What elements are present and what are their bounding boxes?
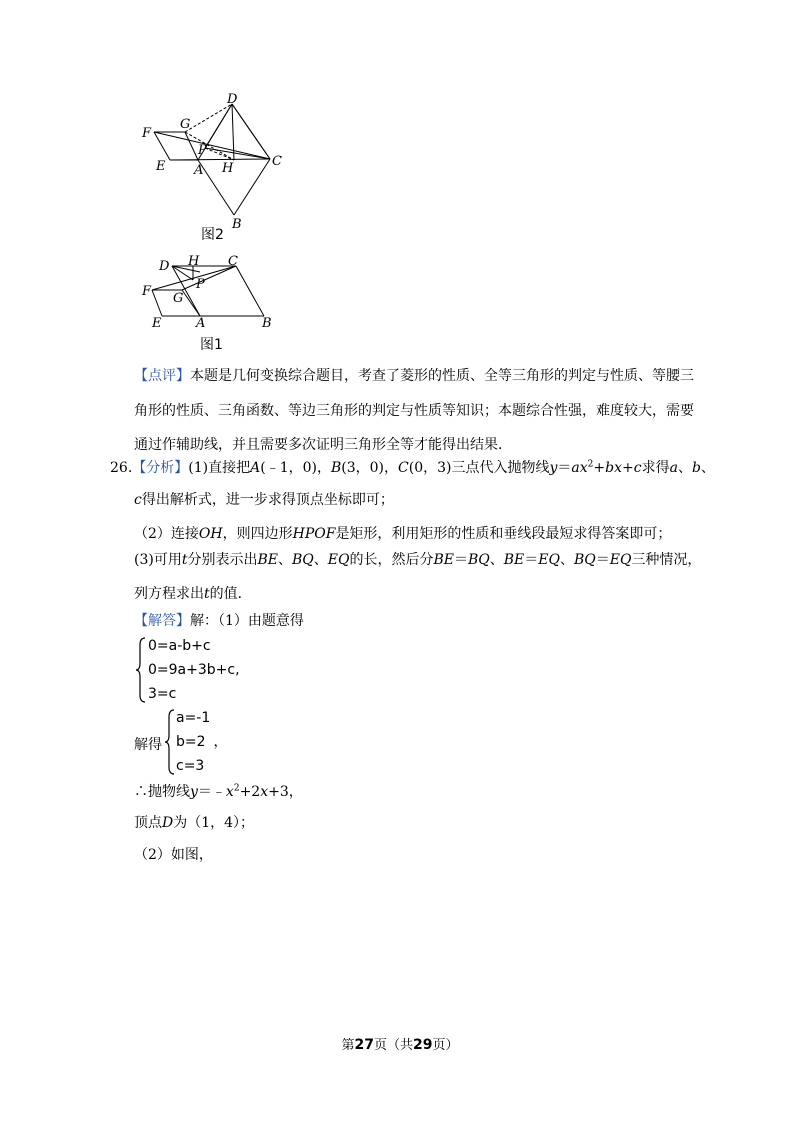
fig2-label-c: C	[272, 154, 282, 169]
fig1-label-a: A	[196, 316, 206, 331]
fig2-label-g: G	[180, 117, 191, 132]
figure-1-caption: 图1	[200, 337, 223, 353]
fig2-label-b: B	[232, 217, 242, 232]
fig1-label-f: F	[142, 284, 152, 299]
answer-line-1: 【解答】解：（1）由题意得	[134, 613, 304, 629]
figure-1	[138, 252, 288, 362]
fig1-label-g: G	[173, 291, 184, 306]
part2-line: （2）如图，	[134, 847, 213, 863]
vertex-line: 顶点D为（1，4）；	[134, 815, 255, 831]
fig1-label-e: E	[152, 316, 162, 331]
fig1-label-c: C	[228, 254, 238, 269]
system2-row-3: c=3	[176, 758, 205, 774]
q26-line-4: (3)可用t分别表示出BE、BQ、EQ的长，然后分BE＝BQ、BE＝EQ、BQ＝EQ三种情况，	[134, 552, 702, 568]
system2-row-2: b=2 ，	[176, 734, 228, 750]
system1-row-3: 3=c	[148, 686, 177, 702]
q26-line-5: 列方程求出t的值．	[134, 586, 252, 602]
fig2-label-h: H	[222, 161, 234, 176]
system2-row-1: a=-1	[176, 710, 211, 726]
review-line-3: 通过作辅助线，并且需要多次证明三角形全等才能得出结果．	[134, 437, 512, 453]
fig2-label-d: D	[227, 92, 238, 107]
system1-row-1: 0=a-b+c	[148, 638, 211, 654]
system1-row-2: 0=9a+3b+c,	[148, 662, 240, 678]
fig2-label-f: F	[142, 126, 152, 141]
figure-2-drawing	[130, 90, 290, 245]
page-number: 27	[354, 1037, 374, 1053]
fig2-label-e: E	[156, 159, 166, 174]
figure-2	[130, 90, 290, 245]
figure-2-caption: 图2	[201, 227, 224, 243]
fig2-label-a: A	[194, 163, 204, 178]
q26-line-1: 26.【分析】(1)直接把A(﹣1，0)，B(3，0)，C(0，3)三点代入抛物线$y=ax^2+bx+c$求得a、b、	[110, 459, 715, 476]
review-line-2: 角形的性质、三角函数、等边三角形的判定与性质等知识；本题综合性强，难度较大，需要	[134, 403, 694, 419]
q26-number: 26.	[110, 460, 133, 476]
review-line-1: 【点评】本题是几何变换综合题目，考查了菱形的性质、全等三角形的判定与性质、等腰三	[134, 368, 694, 384]
brace-2	[164, 709, 176, 775]
total-pages: 29	[413, 1037, 433, 1053]
page-footer: 第27页（共29页）	[341, 1037, 459, 1053]
parabola-line: ∴抛物线$y=﹣x^2+2x+3$，	[134, 783, 303, 800]
fig1-label-b: B	[262, 316, 272, 331]
q26-line-2: c得出解析式，进一步求得顶点坐标即可；	[134, 492, 394, 508]
analysis-tag: 【分析】	[132, 460, 189, 476]
fig1-label-d: D	[159, 259, 170, 274]
q26-line-3: （2）连接OH，则四边形HPOF是矩形，利用矩形的性质和垂线段最短求得答案即可；	[134, 526, 672, 542]
solve-label: 解得	[134, 737, 162, 753]
answer-tag: 【解答】	[134, 613, 190, 629]
review-tag: 【点评】	[134, 368, 190, 384]
fig1-label-p: P	[196, 277, 205, 292]
brace-1	[135, 637, 147, 703]
fig2-label-p: P	[198, 143, 207, 158]
fig1-label-h: H	[188, 254, 200, 269]
